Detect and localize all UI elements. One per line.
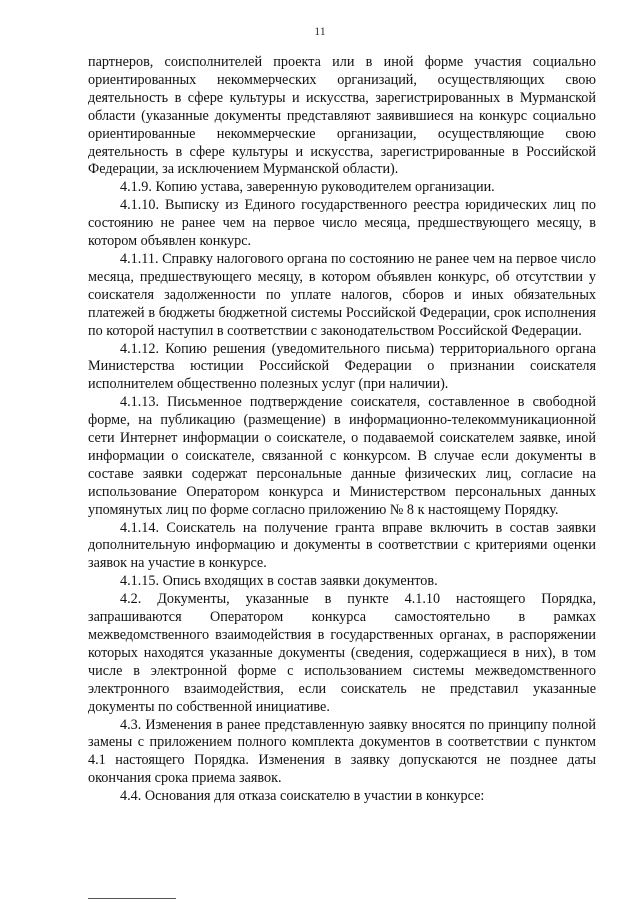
paragraph-4-1-15: 4.1.15. Опись входящих в состав заявки документов.: [120, 573, 438, 590]
paragraph-4-1-9: 4.1.9. Копию устава, заверенную руководителем организации.: [120, 179, 495, 196]
document-body: [88, 54, 596, 806]
paragraph-continuation: партнеров, соисполнителей проекта или в иной форме участия социально ориентированных некоммерческих организаций, осуществляющих свою деятельность в сфере культуры и искусства, зарегистрированных в Мурманской области (указанные документы представляют заявившиеся на конкурс социально ориентированные некоммерческие организации, осуществляющие свою деятельность в сфере культуры и искусства, зарегистрированные в Российской Федерации, за исключением Мурманской области).: [88, 54, 596, 178]
page-number: 11: [314, 24, 326, 38]
paragraph-4-1-12: 4.1.12. Копию решения (уведомительного письма) территориального органа Министерства юстиции Российской Федерации о признании соискателя исполнителем общественно полезных услуг (при наличии).: [88, 340, 596, 393]
paragraph-4-2: 4.2. Документы, указанные в пункте 4.1.10 настоящего Порядка, запрашиваются Оператором конкурса самостоятельно в рамках межведомственного взаимодействия в государственных органах, в распоряжении которых находятся указанные документы (сведения, содержащиеся в них), в том числе в электронной форме с использованием системы межведомственного электронного взаимодействия, если соискатель не представил указанные документы по собственной инициативе.: [88, 591, 596, 715]
paragraph-4-3: 4.3. Изменения в ранее представленную заявку вносятся по принципу полной замены с приложением полного комплекта документов в соответствии с пунктом 4.1 настоящего Порядка. Изменения в заявку допускаются не позднее даты окончания срока приема заявок.: [88, 716, 596, 787]
paragraph-4-1-13: 4.1.13. Письменное подтверждение соискателя, составленное в свободной форме, на публикацию (размещение) в информационно-телекоммуникационной сети Интернет информации о соискателе, о подаваемой соискателем заявке, иной информации о соискателе, связанной с конкурсом. В случае если документы в составе заявки содержат персональные данные физических лиц, согласие на использование Оператором конкурса и Министерством персональных данных упомянутых лиц по форме согласно приложению № 8 к настоящему Порядку.: [88, 394, 596, 518]
paragraph-4-1-10: 4.1.10. Выписку из Единого государственного реестра юридических лиц по состоянию не ранее чем на первое число месяца, предшествующего месяцу, в котором объявлен конкурс.: [88, 197, 596, 250]
paragraph-4-4: 4.4. Основания для отказа соискателю в участии в конкурсе:: [120, 788, 485, 805]
footer-rule: [88, 898, 176, 899]
paragraph-4-1-14: 4.1.14. Соискатель на получение гранта вправе включить в состав заявки дополнительную информацию и документы в соответствии с критериями оценки заявок на участие в конкурсе.: [88, 519, 596, 572]
paragraph-4-1-11: 4.1.11. Справку налогового органа по состоянию не ранее чем на первое число месяца, предшествующего месяцу, в котором объявлен конкурс, об отсутствии у соискателя задолженности по уплате налогов, сборов и иных обязательных платежей в бюджеты бюджетной системы Российской Федерации, срок исполнения по которой наступил в соответствии с законодательством Российской Федерации.: [88, 250, 596, 339]
